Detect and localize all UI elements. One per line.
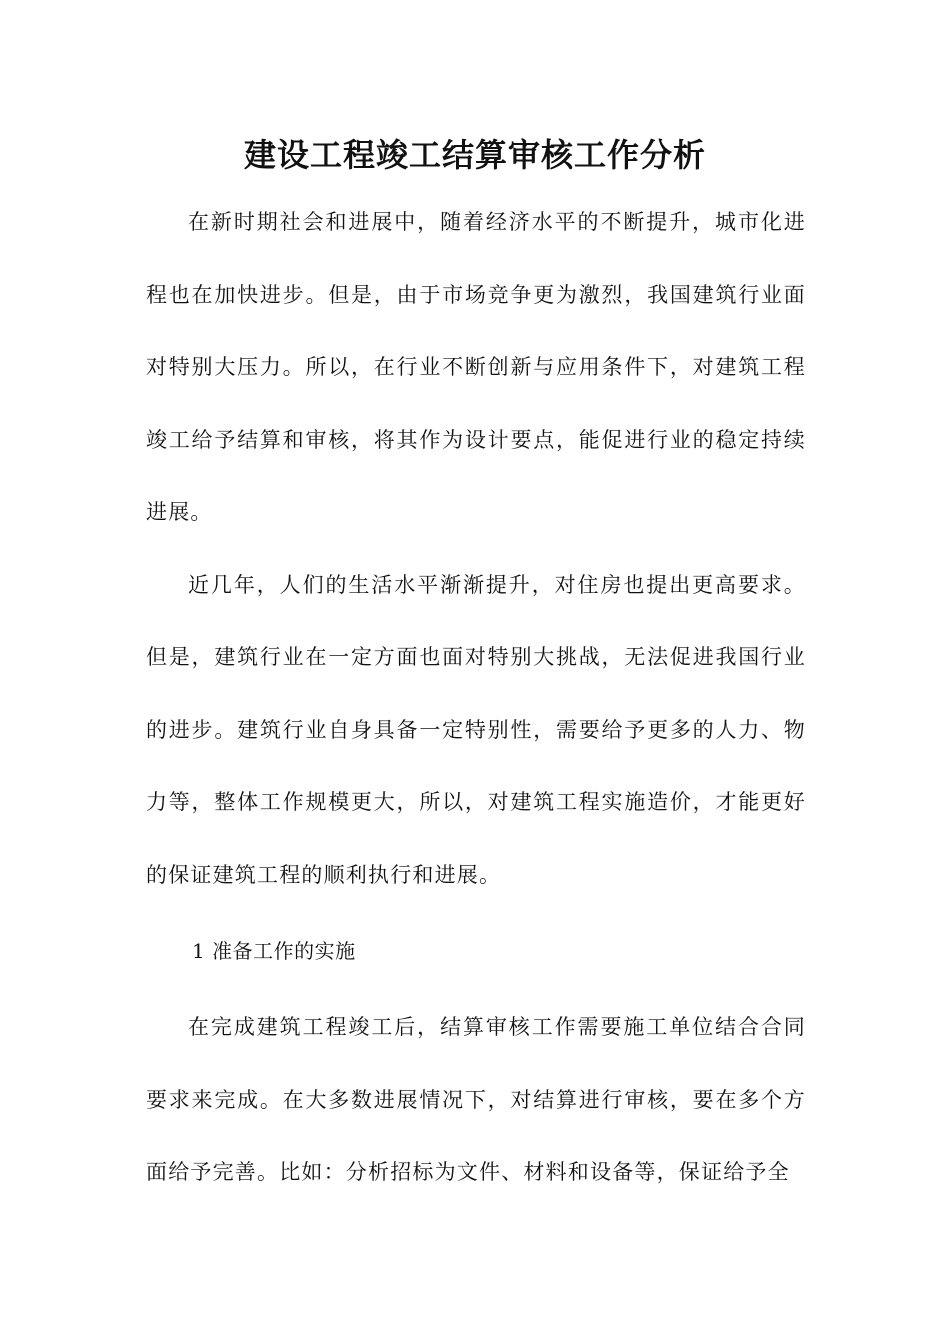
document-body [146, 186, 806, 1209]
paragraph-section-1: 在完成建筑工程竣工后，结算审核工作需要施工单位结合合同要求来完成。在大多数进展情况下，对结算进行审核，要在多个方面给予完善。比如：分析招标为文件、材料和设备等，保证给予全 [146, 1015, 806, 1184]
document-title: 建设工程竣工结算审核工作分析 [243, 136, 706, 174]
section-heading: 1 准备工作的实施 [192, 939, 356, 963]
paragraph-background: 近几年，人们的生活水平渐渐提升，对住房也提出更高要求。但是，建筑行业在一定方面也面对特别大挑战，无法促进我国行业的进步。建筑行业自身具备一定特别性，需要给予更多的人力、物力等，整体工作规模更大，所以，对建筑工程实施造价，才能更好的保证建筑工程的顺利执行和进展。 [146, 572, 806, 887]
paragraph-intro: 在新时期社会和进展中，随着经济水平的不断提升，城市化进程也在加快进步。但是，由于市场竞争更为激烈，我国建筑行业面对特别大压力。所以，在行业不断创新与应用条件下，对建筑工程竣工给予结算和审核，将其作为设计要点，能促进行业的稳定持续进展。 [146, 210, 806, 524]
